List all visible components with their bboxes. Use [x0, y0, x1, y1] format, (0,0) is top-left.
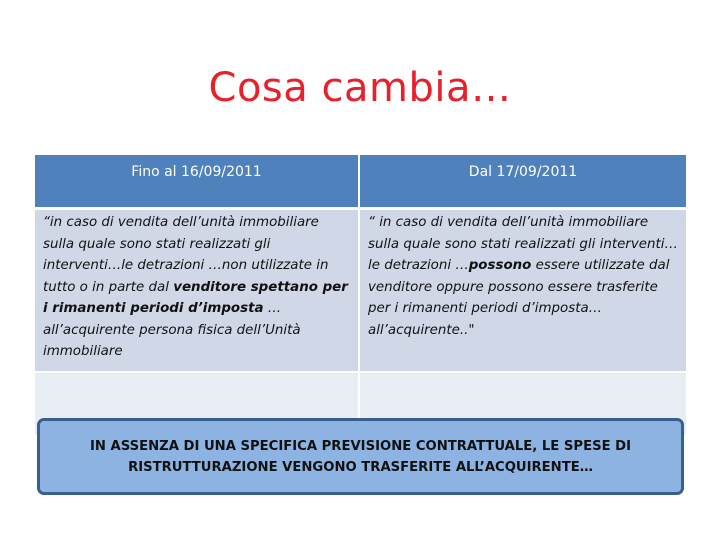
- table-header-row: [35, 155, 686, 210]
- callout-text: IN ASSENZA DI UNA SPECIFICA PREVISIONE CONTRATTUALE, LE SPESE DI RISTRUTTURAZIONE VENGONO TRASFERITE ALL’ACQUIRENTE…: [89, 438, 632, 475]
- cell-after-text-1: “ in caso di vendita dell’unità immobiliare sulla quale sono stati realizzati gli interventi…le detrazioni …: [368, 215, 678, 273]
- cell-before-bold: venditore spettano per i rimanenti periodi d’imposta: [43, 279, 348, 316]
- cell-after: [360, 210, 686, 373]
- cell-after-bold: possono: [468, 258, 532, 273]
- table-row: [35, 210, 686, 373]
- cell-before-text-1: “in caso di vendita dell’unità immobiliare sulla quale sono stati realizzati gli interventi…le detrazioni …non utilizzate in tutto o in parte dal: [43, 215, 329, 295]
- header-before: Fino al 16/09/2011: [35, 155, 360, 210]
- comparison-table: [35, 155, 686, 437]
- header-after: Dal 17/09/2011: [360, 155, 686, 210]
- cell-before: [35, 210, 360, 373]
- callout-box: [37, 418, 684, 495]
- cell-before-text-2: …all’acquirente persona fisica dell’Unità immobiliare: [43, 301, 301, 359]
- cell-after-text-2: essere utilizzate dal venditore oppure possono essere trasferite per i rimanenti periodi d’imposta…all’acquirente..": [368, 258, 670, 338]
- slide-title: Cosa cambia…: [208, 64, 512, 111]
